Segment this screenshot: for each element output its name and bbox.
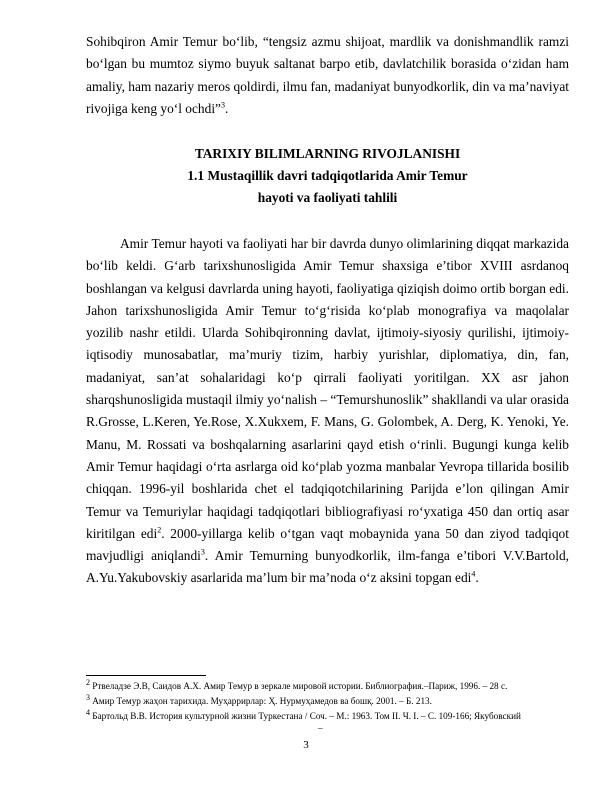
footnote-3 [86,692,576,707]
footnote-2 [86,677,576,692]
intro-tail: . [225,100,229,116]
footnote-ref-3[interactable]: 3 [221,100,225,110]
footnote-continuation: – [318,723,323,733]
body-text-part4: . [475,570,479,586]
footnote-ref-2[interactable]: 2 [157,525,162,535]
body-text-part2: . 2000-yillarga kelib o‘tgan vaqt mobaynida yana 50 dan ziyod tadqiqot mavjudligi aniqlandi [86,525,569,564]
footnote-ref-4[interactable]: 4 [471,569,476,579]
intro-text: Sohibqiron Amir Temur bo‘lib, “tengsiz azmu shijoat, mardlik va donishmandlik ramzi bo‘lgan bu mumtoz siymo buyuk saltanat barpo etib, davlatchilik borasida o‘zidan ham amaliy, ham nazariy meros qoldirdi, ilmu fan, madaniyat bunyodkorlik, din va ma’naviyat rivojiga keng yo‘l ochdi” [86,34,569,116]
footnote-2-number: 2 [86,677,90,687]
footnote-4-number: 4 [86,707,90,717]
footnote-ref-3b[interactable]: 3 [200,547,205,557]
footnote-4 [86,707,576,722]
section-heading: TARIXIY BILIMLARNING RIVOJLANISHI [194,146,461,161]
body-text-part3: . Amir Temurning bunyodkorlik, ilm-fanga e’tibori V.V.Bartold, A.Yu.Yakubovskiy asarlarida ma’lum bir ma’noda o‘z aksini topgan edi [86,548,569,586]
footnote-3-text: Амир Темур жаҳон тарихида. Муҳаррирлар: Ҳ. Нурмуҳамедов ва бошқ. 2001. – Б. 213. [90,696,432,706]
footnote-2-text: Ртвеладзе Э.В, Саидов А.Х. Амир Темур в зеркале мировой истории. Библиография.–Париж, 1996. – 28 с. [90,681,508,691]
subsection-heading-line2: hayoti va faoliyati tahlili [257,190,398,205]
page-number: 3 [303,739,309,751]
subsection-heading-line1: 1.1 Mustaqillik davri tadqiqotlarida Amir Temur [187,168,468,183]
intro-paragraph [86,31,569,120]
footnote-4-text: Бартольд В.В. История культурной жизни Туркестана / Соч. – М.: 1963. Том II. Ч. I. – С. 109-166; Якубовский [90,711,521,721]
body-paragraph [86,233,569,590]
body-text-part1: Amir Temur hayoti va faoliyati har bir davrda dunyo olimlarining diqqat markazida bo‘lib keldi. G‘arb tarixshunosligida Amir Temur shaxsiga e’tibor XVIII asrdanoq boshlangan va kelgusi davrlarda uning hayoti, faoliyatiga qiziqish doimo ortib borgan edi. Jahon tarixshunosligida Amir Temur to‘g‘risida ko‘plab monografiya va maqolalar yozilib nashr etildi. Ularda Sohibqironning davlat, ijtimoiy-siyosiy qurilishi, ijtimoiy-iqtisodiy munosabatlar, ma’muriy tizim, harbiy yurishlar, diplomatiya, din, fan, madaniyat, san’at sohalaridagi ko‘p qirrali faoliyati yoritilgan. XX asr jahon sharqshunosligida mustaqil ilmiy yo‘nalish – “Temurshunoslik” shakllandi va ular orasida R.Grosse, L.Keren, Ye.Rose, X.Xukxem, F. Mans, G. Golombek, A. Derg, K. Yenoki, Ye. Manu, M. Rossati va boshqalarning asarlarini qayd etish o‘rinli. Bugungi kunga kelib Amir Temur haqidagi o‘rta asrlarga oid ko‘plab yozma manbalar Yevropa tillarida bosilib chiqqan. 1996-yil boshlarida chet el tadqiqotchilarining Parijda e’lon qilingan Amir Temur va Temuriylar haqidagi tadqiqotlari bibliografiyasi ro‘yxatiga 450 dan ortiq asar kiritilgan edi [86,236,569,541]
footnote-3-number: 3 [86,692,90,702]
footnote-separator [86,675,206,676]
